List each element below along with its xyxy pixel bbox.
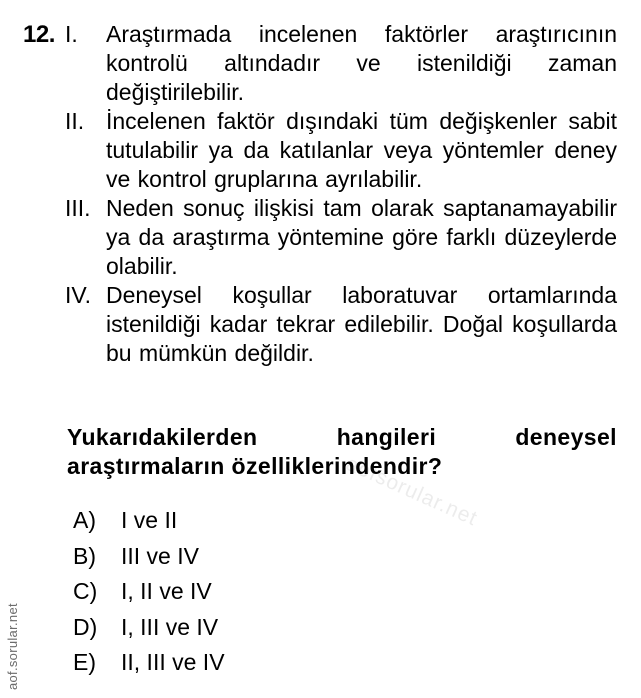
option-letter: C) — [73, 578, 98, 604]
statement-i — [65, 20, 617, 107]
option-text: I ve II — [121, 507, 178, 533]
prompt-line-1 — [67, 423, 617, 452]
statement-numeral: II. — [65, 108, 85, 134]
option-c[interactable] — [73, 574, 225, 610]
option-text: I, II ve IV — [121, 578, 212, 604]
prompt-word: hangileri — [336, 424, 437, 450]
option-text: III ve IV — [121, 542, 199, 569]
question-prompt — [67, 423, 617, 481]
diagonal-watermark: aofsorular.net — [342, 452, 482, 531]
option-letter: E) — [73, 649, 96, 675]
option-a[interactable] — [73, 503, 225, 539]
option-e[interactable] — [73, 645, 225, 681]
prompt-line-2: araştırmaların özelliklerindendir? — [67, 453, 443, 479]
statement-numeral: I. — [65, 21, 78, 47]
statement-text: Araştırmada incelenen faktörler araştırıcının kontrolü altındadır ve istenildiği zaman değiştirilebilir. — [106, 21, 617, 105]
option-letter: D) — [73, 613, 98, 640]
prompt-word: deneysel — [515, 424, 617, 450]
statement-iii — [65, 194, 617, 281]
option-text: I, III ve IV — [121, 613, 219, 640]
vertical-watermark: aof.sorular.net — [5, 603, 20, 690]
answer-options — [73, 503, 225, 681]
option-text: II, III ve IV — [121, 649, 225, 675]
statement-text: Neden sonuç ilişkisi tam olarak saptanamayabilir ya da araştırma yöntemine göre farklı düzeylerde olabilir. — [106, 195, 617, 279]
statement-list — [65, 20, 617, 368]
option-d[interactable] — [73, 610, 225, 646]
option-b[interactable] — [73, 539, 225, 575]
question-number: 12. — [23, 21, 55, 48]
statement-iv — [65, 281, 617, 368]
option-letter: A) — [73, 507, 96, 533]
prompt-word: Yukarıdakilerden — [67, 424, 258, 450]
statement-text: Deneysel koşullar laboratuvar ortamlarında istenildiği kadar tekrar edilebilir. Doğal koşullarda bu mümkün değildir. — [106, 282, 617, 366]
statement-ii — [65, 107, 617, 194]
statement-numeral: III. — [65, 195, 91, 221]
statement-text: İncelenen faktör dışındaki tüm değişkenler sabit tutulabilir ya da katılanlar veya yöntemler deney ve kontrol gruplarına ayrılabilir. — [106, 108, 617, 192]
option-letter: B) — [73, 542, 96, 569]
statement-numeral: IV. — [65, 282, 92, 308]
